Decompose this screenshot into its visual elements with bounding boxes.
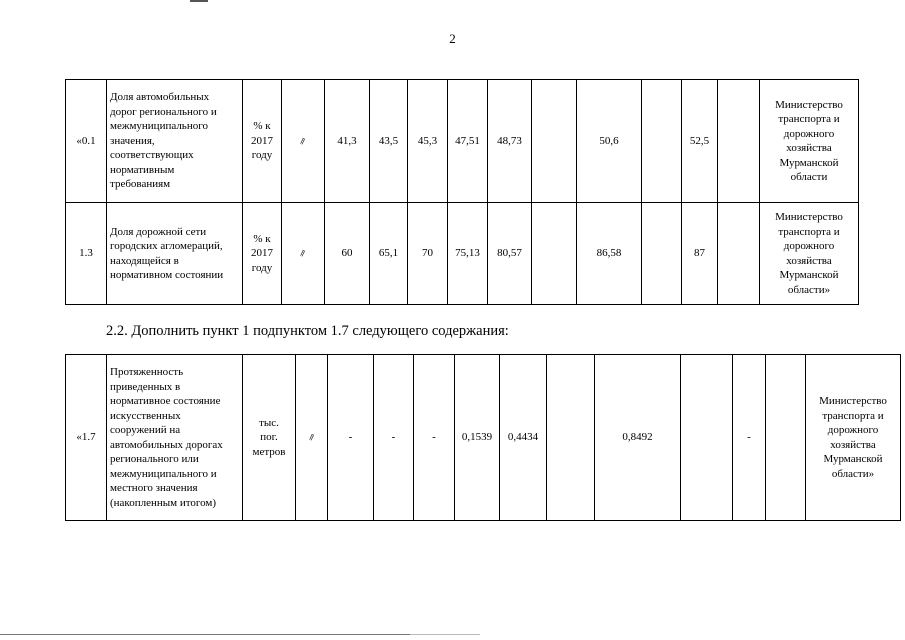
bottom-rule — [0, 634, 410, 635]
indicator-name: Протяженность приведенных в нормативное состояние искусственных сооружений на автомобильных дорогах регионального или межмуниципального и местного значения (накопленным итогом) — [107, 355, 243, 521]
indicator-name: Доля автомобильных дорог регионального и межмуниципального значения, соответствующих нормативным требованиям — [107, 80, 243, 203]
value-cell: - — [328, 355, 374, 521]
top-rule — [190, 0, 208, 2]
unit-cell: % к 2017 году — [243, 203, 282, 305]
trend-cell — [296, 355, 328, 521]
value-cell: 45,3 — [408, 80, 448, 203]
value-cell: - — [374, 355, 414, 521]
value-cell: 0,1539 — [455, 355, 500, 521]
value-cell — [532, 203, 577, 305]
row-index: 1.3 — [66, 203, 107, 305]
value-cell: 41,3 — [325, 80, 370, 203]
value-cell: 86,58 — [577, 203, 642, 305]
arrow-up-icon: ⇗ — [297, 247, 309, 260]
trend-cell — [282, 203, 325, 305]
amendment-table — [65, 354, 901, 521]
value-cell — [642, 80, 682, 203]
value-cell: - — [414, 355, 455, 521]
indicator-name: Доля дорожной сети городских агломераций, находящейся в нормативном состоянии — [107, 203, 243, 305]
value-cell: 75,13 — [448, 203, 488, 305]
responsible-authority: Министерство транспорта и дорожного хозяйства Мурманской области» — [806, 355, 901, 521]
row-index: «1.7 — [66, 355, 107, 521]
value-cell: 87 — [682, 203, 718, 305]
value-cell — [532, 80, 577, 203]
unit-cell: % к 2017 году — [243, 80, 282, 203]
value-cell: 52,5 — [682, 80, 718, 203]
value-cell: 47,51 — [448, 80, 488, 203]
value-cell: - — [733, 355, 766, 521]
page-number: 2 — [449, 31, 456, 46]
value-cell — [681, 355, 733, 521]
value-cell: 0,4434 — [500, 355, 547, 521]
table-row — [66, 203, 859, 305]
value-cell: 70 — [408, 203, 448, 305]
arrow-up-icon: ⇗ — [297, 134, 309, 147]
arrow-up-icon: ⇗ — [306, 431, 317, 444]
trend-cell — [282, 80, 325, 203]
responsible-authority: Министерство транспорта и дорожного хозяйства Мурманской области» — [760, 203, 859, 305]
unit-cell: тыс. пог. метров — [243, 355, 296, 521]
value-cell — [766, 355, 806, 521]
value-cell: 43,5 — [370, 80, 408, 203]
indicators-table — [65, 79, 859, 305]
value-cell: 50,6 — [577, 80, 642, 203]
value-cell — [718, 203, 760, 305]
table-row — [66, 80, 859, 203]
value-cell — [547, 355, 595, 521]
value-cell: 0,8492 — [595, 355, 681, 521]
value-cell: 48,73 — [488, 80, 532, 203]
table-row — [66, 355, 901, 521]
value-cell — [718, 80, 760, 203]
row-index: «0.1 — [66, 80, 107, 203]
value-cell: 60 — [325, 203, 370, 305]
responsible-authority: Министерство транспорта и дорожного хозяйства Мурманской области — [760, 80, 859, 203]
value-cell — [642, 203, 682, 305]
value-cell: 80,57 — [488, 203, 532, 305]
bottom-rule-faint — [410, 634, 480, 635]
section-heading: 2.2. Дополнить пункт 1 подпунктом 1.7 следующего содержания: — [106, 323, 509, 339]
value-cell: 65,1 — [370, 203, 408, 305]
